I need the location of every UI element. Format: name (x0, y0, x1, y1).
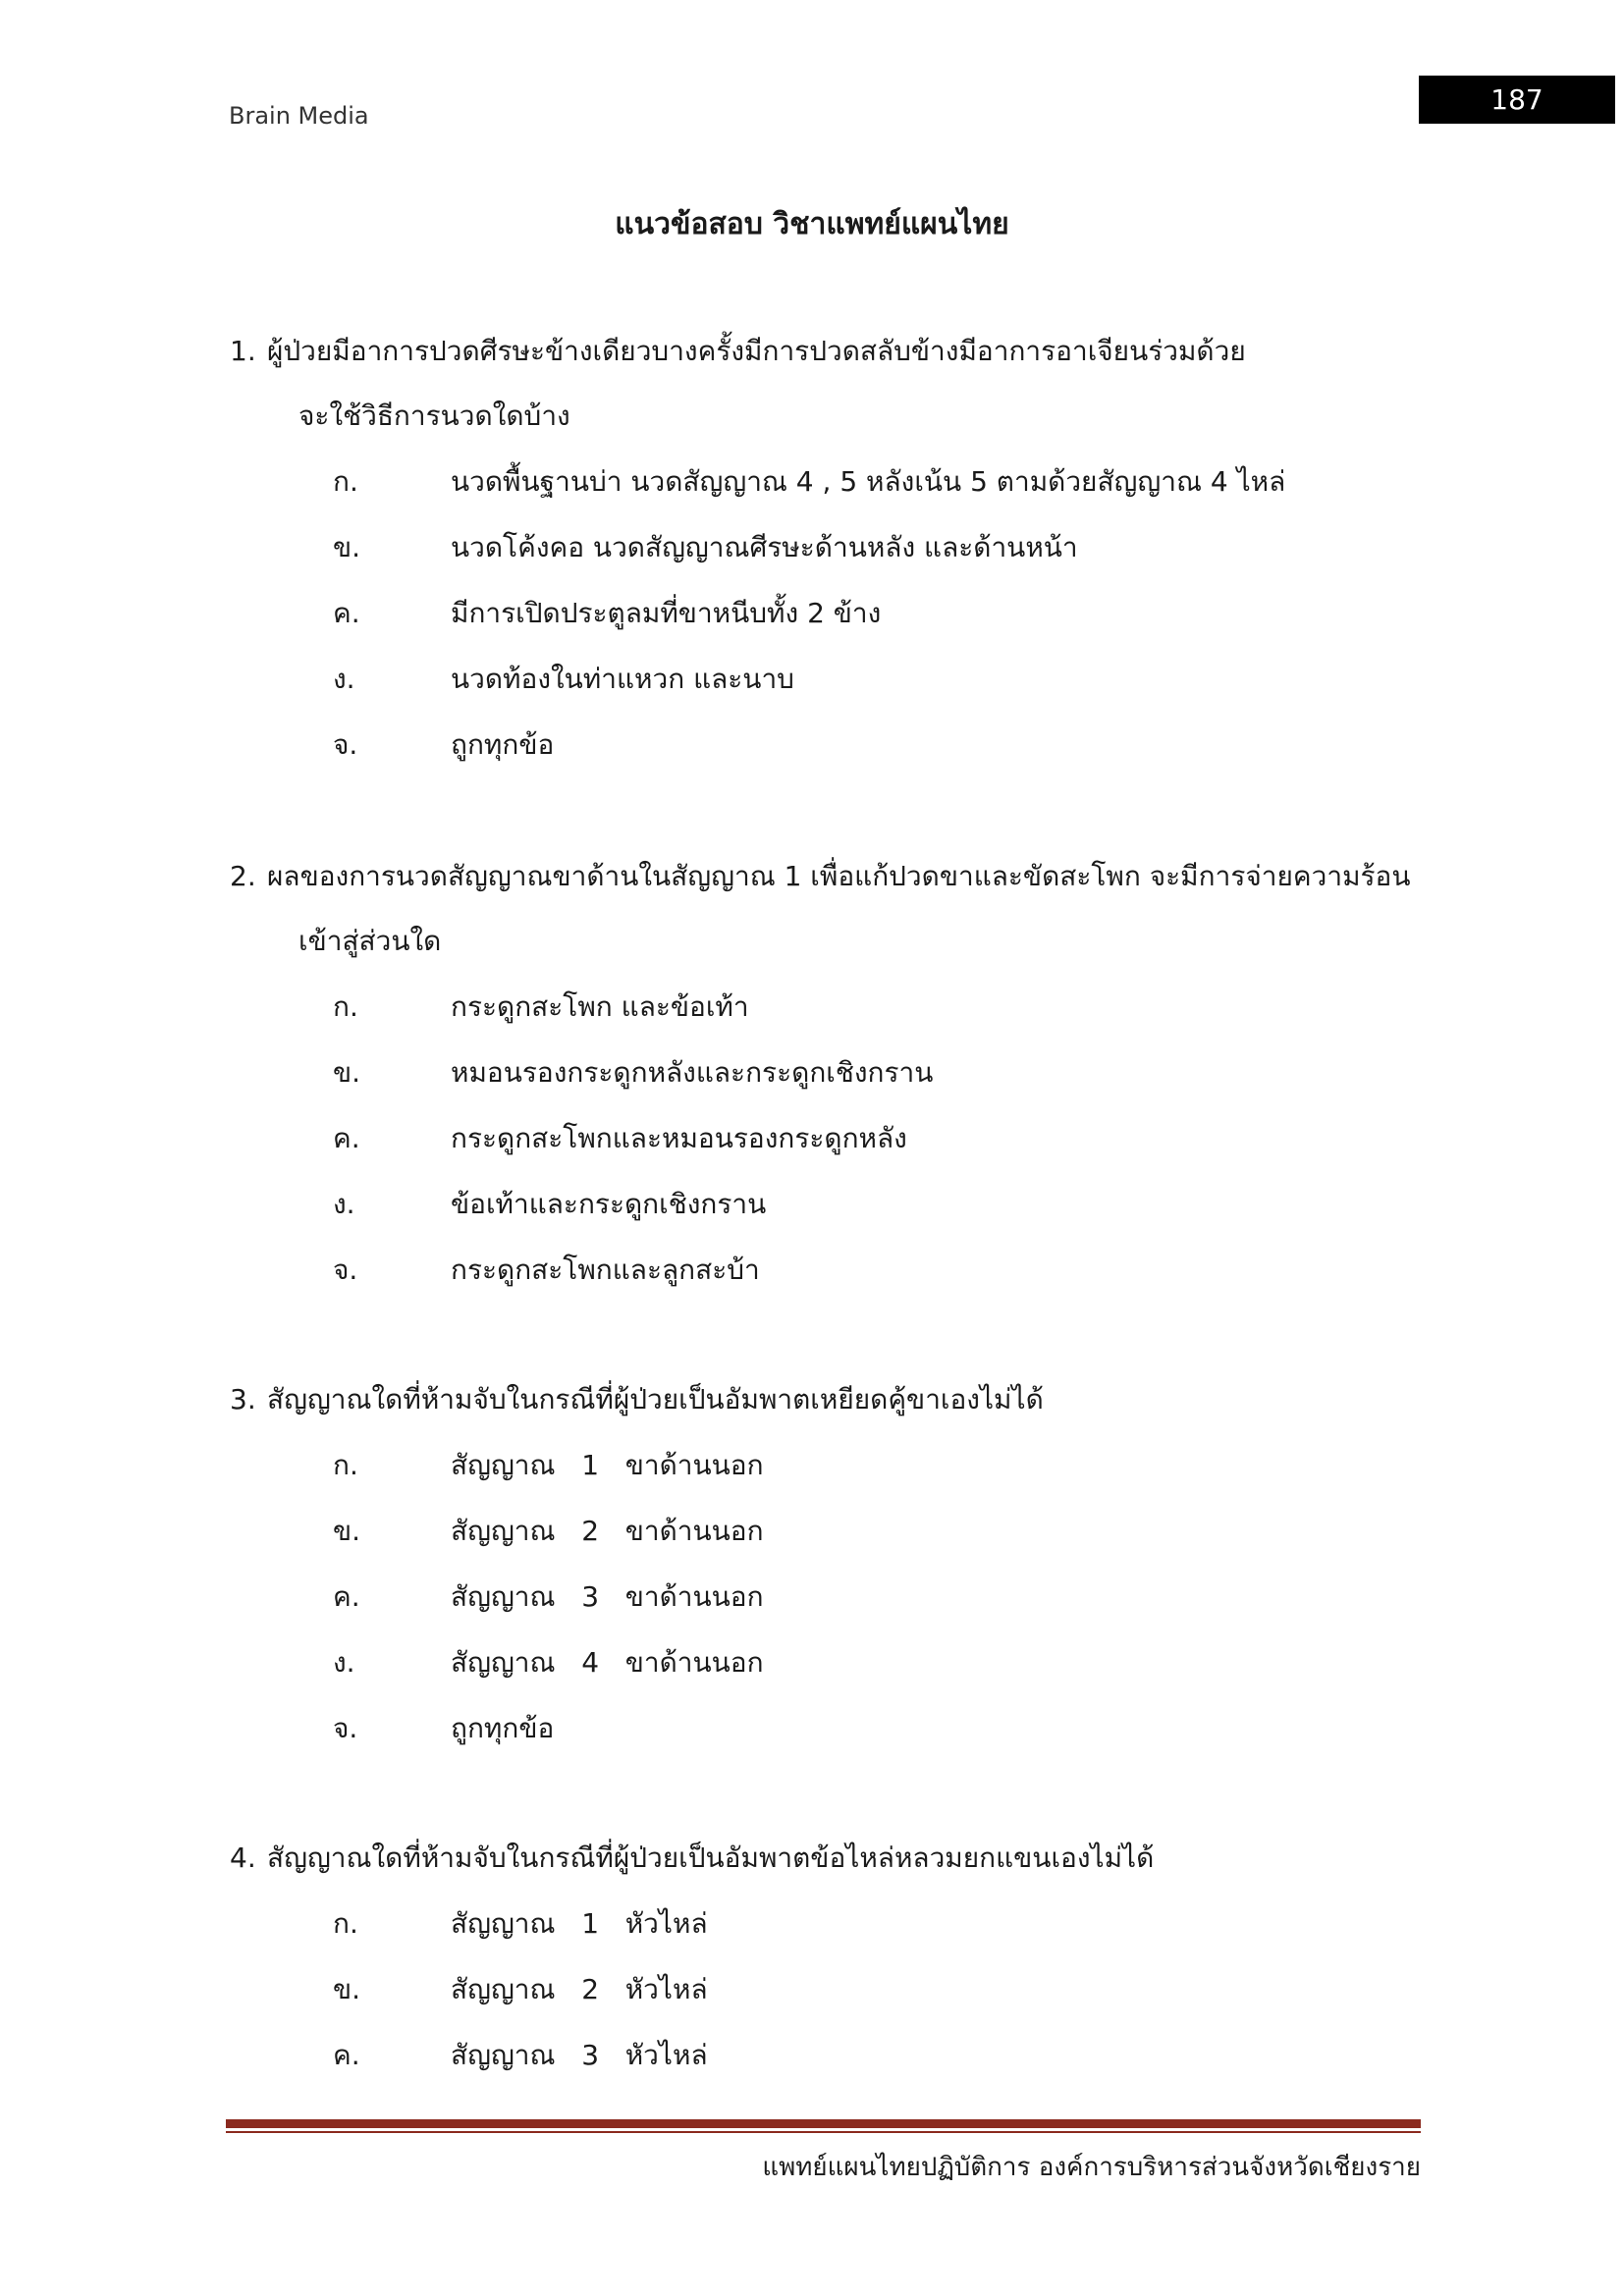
option-c[interactable] (230, 580, 1447, 646)
option-text: สัญญาณ 2 หัวไหล่ (451, 1973, 708, 2005)
option-a[interactable] (230, 974, 1447, 1040)
page-number: 187 (1490, 83, 1543, 116)
option-d[interactable] (230, 646, 1447, 712)
option-label: ง. (333, 663, 355, 695)
question-text-continued: เข้าสู่ส่วนใด (298, 925, 442, 957)
option-label: ค. (333, 1122, 360, 1154)
option-text: นวดท้องในท่าแหวก และนาบ (451, 663, 794, 695)
option-a[interactable] (230, 449, 1447, 514)
option-b[interactable] (230, 1956, 1447, 2022)
option-text: หมอนรองกระดูกหลังและกระดูกเชิงกราน (451, 1056, 934, 1089)
option-label: จ. (333, 1712, 358, 1744)
option-label: ก. (333, 1449, 358, 1481)
option-c[interactable] (230, 1564, 1447, 1629)
option-label: ข. (333, 1515, 361, 1547)
question-text: ผลของการนวดสัญญาณขาด้านในสัญญาณ 1 เพื่อแก้ปวดขาและขัดสะโพก จะมีการจ่ายความร้อน (267, 860, 1411, 892)
option-text: มีการเปิดประตูลมที่ขาหนีบทั้ง 2 ข้าง (451, 597, 882, 629)
footer-rule-thick (226, 2119, 1421, 2128)
option-e[interactable] (230, 712, 1447, 777)
option-text: สัญญาณ 3 ขาด้านนอก (451, 1580, 764, 1613)
header-brand: Brain Media (229, 102, 369, 130)
option-text: กระดูกสะโพกและลูกสะบ้า (451, 1254, 760, 1286)
question-text: สัญญาณใดที่ห้ามจับในกรณีที่ผู้ป่วยเป็นอัมพาตเหยียดคู้ขาเองไม่ได้ (267, 1383, 1044, 1415)
option-b[interactable] (230, 514, 1447, 580)
option-label: ข. (333, 1056, 361, 1089)
option-text: นวดโค้งคอ นวดสัญญาณศีรษะด้านหลัง และด้านหน้า (451, 531, 1078, 563)
document-title: แนวข้อสอบ วิชาแพทย์แผนไทย (615, 207, 1009, 241)
option-label: ค. (333, 2039, 360, 2071)
option-text: สัญญาณ 1 หัวไหล่ (451, 1907, 708, 1940)
option-d[interactable] (230, 1629, 1447, 1695)
option-label: ง. (333, 1646, 355, 1679)
option-label: ก. (333, 990, 358, 1023)
option-c[interactable] (230, 2022, 1447, 2088)
option-text: สัญญาณ 2 ขาด้านนอก (451, 1515, 764, 1547)
footer-rule-thin (226, 2131, 1421, 2133)
option-text: ถูกทุกข้อ (451, 1712, 555, 1744)
question-stem (230, 1367, 1447, 1432)
option-label: ข. (333, 531, 361, 563)
option-a[interactable] (230, 1891, 1447, 1956)
question-3 (230, 1367, 1447, 1761)
option-label: ก. (333, 1907, 358, 1940)
question-number: 3. (230, 1383, 256, 1415)
option-text: ถูกทุกข้อ (451, 728, 555, 761)
page-number-badge (1419, 76, 1615, 124)
option-label: ค. (333, 597, 360, 629)
footer-text: แพทย์แผนไทยปฏิบัติการ องค์การบริหารส่วนจังหวัดเชียงราย (762, 2153, 1421, 2182)
option-text: สัญญาณ 1 ขาด้านนอก (451, 1449, 764, 1481)
option-b[interactable] (230, 1498, 1447, 1564)
option-text: กระดูกสะโพกและหมอนรองกระดูกหลัง (451, 1122, 907, 1154)
question-number: 2. (230, 860, 256, 892)
question-stem (230, 844, 1447, 909)
option-label: จ. (333, 728, 358, 761)
question-4 (230, 1826, 1447, 2088)
option-label: ค. (333, 1580, 360, 1613)
option-label: ข. (333, 1973, 361, 2005)
option-c[interactable] (230, 1105, 1447, 1171)
option-d[interactable] (230, 1171, 1447, 1237)
question-text: สัญญาณใดที่ห้ามจับในกรณีที่ผู้ป่วยเป็นอัมพาตข้อไหล่หลวมยกแขนเองไม่ได้ (267, 1842, 1155, 1874)
option-b[interactable] (230, 1040, 1447, 1105)
option-text: สัญญาณ 3 หัวไหล่ (451, 2039, 708, 2071)
option-label: จ. (333, 1254, 358, 1286)
option-e[interactable] (230, 1695, 1447, 1761)
option-text: สัญญาณ 4 ขาด้านนอก (451, 1646, 764, 1679)
question-1 (230, 319, 1447, 777)
question-text: ผู้ป่วยมีอาการปวดศีรษะข้างเดียวบางครั้งมีการปวดสลับข้างมีอาการอาเจียนร่วมด้วย (267, 335, 1246, 367)
question-number: 1. (230, 335, 256, 367)
question-stem (230, 319, 1447, 384)
option-text: กระดูกสะโพก และข้อเท้า (451, 990, 749, 1023)
footer-rule (226, 2119, 1421, 2133)
question-text-continued: จะใช้วิธีการนวดใดบ้าง (298, 400, 570, 432)
option-text: ข้อเท้าและกระดูกเชิงกราน (451, 1188, 767, 1220)
option-a[interactable] (230, 1432, 1447, 1498)
question-number: 4. (230, 1842, 256, 1874)
option-text: นวดพื้นฐานบ่า นวดสัญญาณ 4 , 5 หลังเน้น 5 ตามด้วยสัญญาณ 4 ไหล่ (451, 465, 1286, 498)
option-label: ง. (333, 1188, 355, 1220)
option-e[interactable] (230, 1237, 1447, 1303)
option-label: ก. (333, 465, 358, 498)
question-2 (230, 844, 1447, 1303)
question-stem (230, 1826, 1447, 1891)
